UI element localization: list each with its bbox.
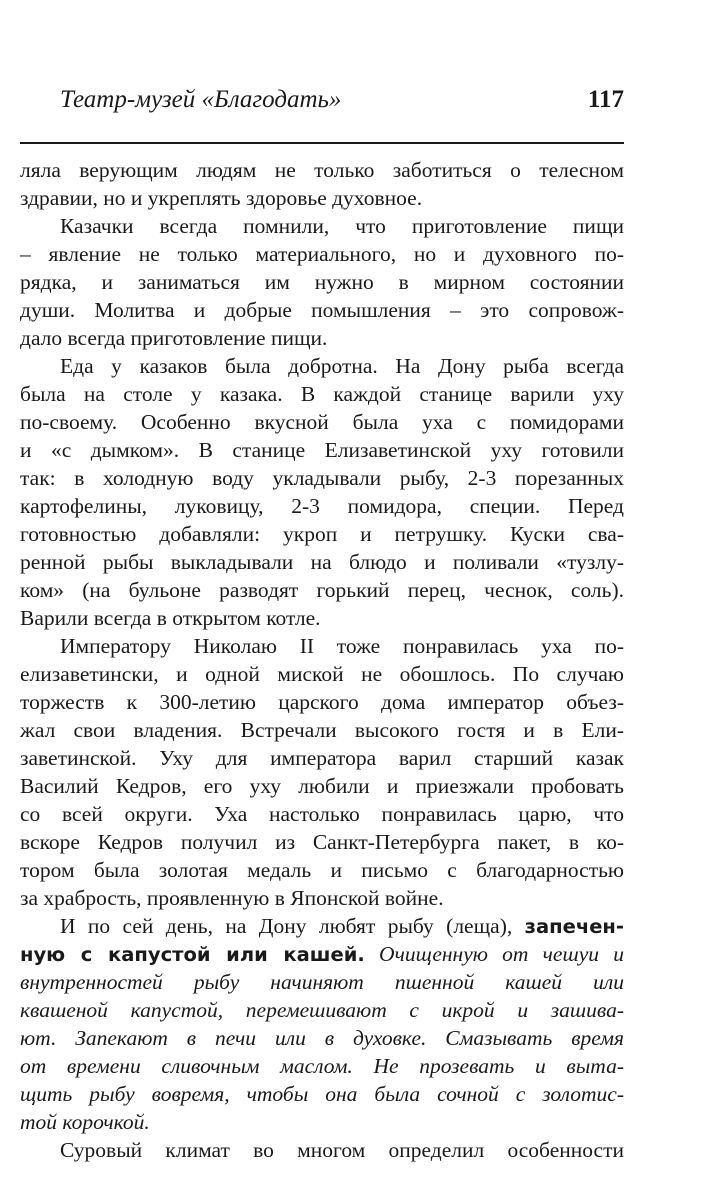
recipe-line xyxy=(20,940,624,968)
text-line: по-своему. Особенно вкусной была уха с помидорами xyxy=(20,410,624,434)
recipe-dish-name: ную с капустой или кашей. xyxy=(20,943,365,966)
text-line: за храбрость, проявленную в Японской войне. xyxy=(20,886,444,910)
text-line: жал свои владения. Встречали высокого гостя и в Ели- xyxy=(20,718,624,742)
header-rule xyxy=(20,142,624,144)
text-line: дало всегда приготовление пищи. xyxy=(20,326,328,350)
text-line: елизаветински, и одной миской не обошлось. По случаю xyxy=(20,662,624,686)
text-line: вскоре Кедров получил из Санкт-Петербурга пакет, в ко- xyxy=(20,830,624,854)
text-line: картофелины, луковицу, 2-3 помидора, специи. Перед xyxy=(20,494,624,518)
recipe-line: квашеной капустой, перемешивают с икрой и зашива- xyxy=(20,998,624,1022)
text-line: ляла верующим людям не только заботиться о телесном xyxy=(20,158,624,182)
text-line: ренной рыбы выкладывали на блюдо и поливали «тузлу- xyxy=(20,550,624,574)
recipe-instructions: Очищенную от чешуи и xyxy=(364,942,624,966)
text-line: и «с дымком». В станице Елизаветинской уху готовили xyxy=(20,438,624,462)
text-line: готовностью добавляли: укроп и петрушку. Куски сва- xyxy=(20,522,624,546)
recipe-line: от времени сливочным маслом. Не прозевать и выта- xyxy=(20,1054,624,1078)
text-line: души. Молитва и добрые помышления – это сопровож- xyxy=(20,298,624,322)
text-line: рядка, и заниматься им нужно в мирном состоянии xyxy=(20,270,624,294)
running-title: Театр-музей «Благодать» xyxy=(60,86,342,113)
text-line: – явление не только материального, но и духовного по- xyxy=(20,242,624,266)
text-line: Еда у казаков была добротна. На Дону рыба всегда xyxy=(60,354,624,378)
recipe-line: внутренностей рыбу начиняют пшенной кашей или xyxy=(20,970,624,994)
text-line: Казачки всегда помнили, что приготовление пищи xyxy=(60,214,624,238)
text-line: Суровый климат во многом определил особенности xyxy=(60,1138,624,1162)
text-line: заветинской. Уху для императора варил старший казак xyxy=(20,746,624,770)
text-line: здравии, но и укреплять здоровье духовное. xyxy=(20,186,423,210)
text-line: Варили всегда в открытом котле. xyxy=(20,606,321,630)
book-page xyxy=(20,0,624,1197)
text-line: Василий Кедров, его уху любили и приезжали пробовать xyxy=(20,774,624,798)
text-line: была на столе у казака. В каждой станице варили уху xyxy=(20,382,624,406)
text-line: Императору Николаю II тоже понравилась уха по- xyxy=(60,634,624,658)
recipe-intro: И по сей день, на Дону любят рыбу (леща), xyxy=(60,914,525,938)
recipe-line: ют. Запекают в печи или в духовке. Смазывать время xyxy=(20,1026,624,1050)
recipe-line xyxy=(20,912,624,940)
text-line: тором была золотая медаль и письмо с благодарностью xyxy=(20,858,624,882)
recipe-dish-name: запечен- xyxy=(524,915,624,938)
recipe-line: щить рыбу вовремя, чтобы она была сочной с золотис- xyxy=(20,1082,624,1106)
page-number: 117 xyxy=(587,86,624,113)
recipe-line: той корочкой. xyxy=(20,1110,150,1134)
text-line: торжеств к 300-летию царского дома император объез- xyxy=(20,690,624,714)
text-line: со всей округи. Уха настолько понравилась царю, что xyxy=(20,802,624,826)
text-line: ком» (на бульоне разводят горький перец, чеснок, соль). xyxy=(20,578,624,602)
body-text xyxy=(20,156,624,1164)
text-line: так: в холодную воду укладывали рыбу, 2-3 порезанных xyxy=(20,466,624,490)
running-head xyxy=(60,84,624,120)
